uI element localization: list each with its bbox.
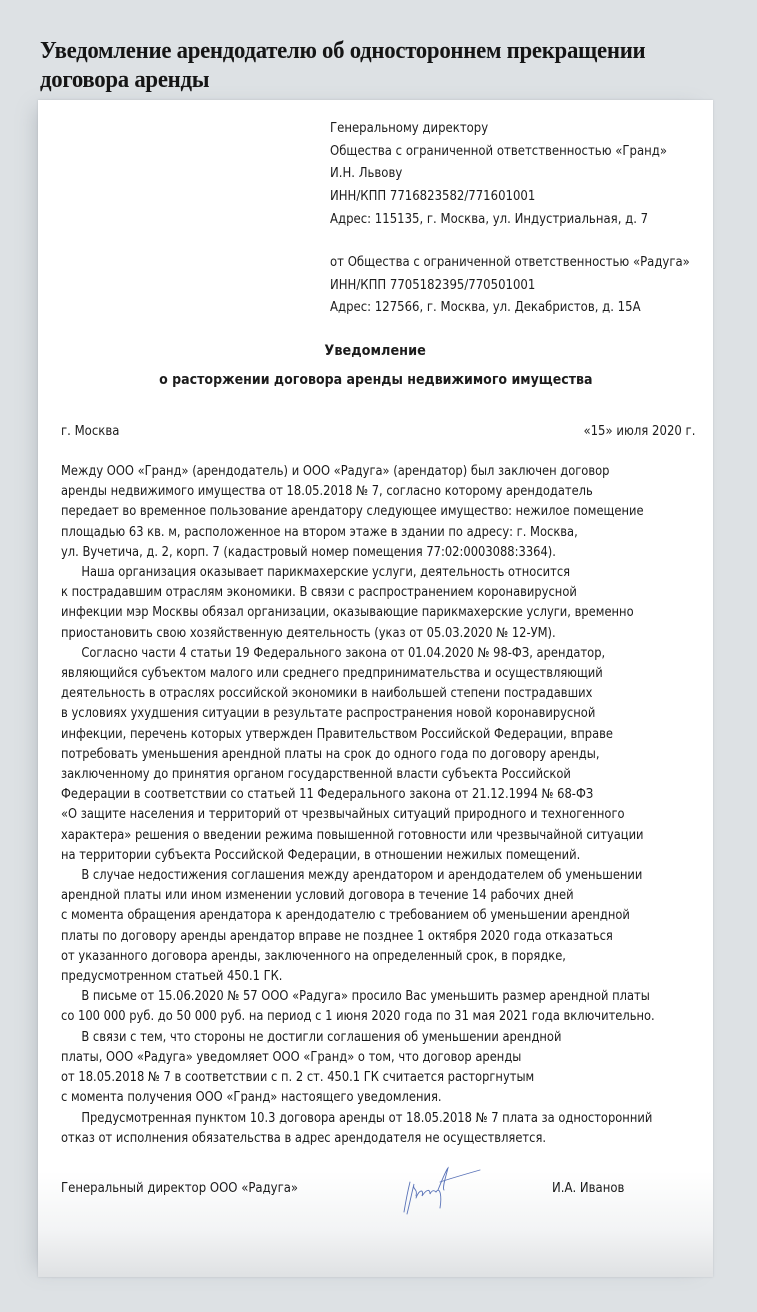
sender-block xyxy=(330,252,690,320)
issue-date: «15» июля 2020 г. xyxy=(583,424,695,439)
addressee-line: Общества с ограниченной ответственностью «Гранд» xyxy=(330,143,668,159)
signatory-position-text: Генеральный директор ООО «Радуга» xyxy=(61,1181,299,1196)
body-line: в условиях ухудшения ситуации в результате распространения новой коронавирусной xyxy=(61,706,596,722)
body-line: потребовать уменьшения арендной платы на срок до одного года по договору аренды, xyxy=(61,746,600,762)
body-line: с момента получения ООО «Гранд» настоящего уведомления. xyxy=(61,1090,442,1106)
document-title-line-1: Уведомление xyxy=(324,343,427,359)
body-line: со 100 000 руб. до 50 000 руб. на период с 1 июня 2020 года по 31 мая 2021 года включительно. xyxy=(61,1009,655,1025)
sender-line: ИНН/КПП 7705182395/770501001 xyxy=(330,277,536,293)
heading-line-1: Уведомление арендодателю об одностороннем прекращении xyxy=(40,37,646,64)
body-line: площадью 63 кв. м, расположенное на втором этаже в здании по адресу: г. Москва, xyxy=(61,524,578,540)
body-line: В письме от 15.06.2020 № 57 ООО «Радуга» просило Вас уменьшить размер арендной платы xyxy=(81,989,650,1005)
body-line: предусмотренном статьей 450.1 ГК. xyxy=(61,969,283,985)
body-line: Между ООО «Гранд» (арендодатель) и ООО «Радуга» (арендатор) был заключен договор xyxy=(61,464,610,479)
document-body xyxy=(61,462,701,1149)
sender-line: от Общества с ограниченной ответственностью «Радуга» xyxy=(330,255,690,270)
body-line: с момента обращения арендатора к арендодателю с требованием об уменьшении арендной xyxy=(61,908,630,924)
body-line: Предусмотренная пунктом 10.3 договора аренды от 18.05.2018 № 7 плата за односторонний xyxy=(81,1110,653,1126)
signatory-name-text: И.А. Иванов xyxy=(552,1181,625,1196)
body-line: от указанного договора аренды, заключенного на определенный срок, в порядке, xyxy=(61,948,566,964)
body-line: от 18.05.2018 № 7 в соответствии с п. 2 ст. 450.1 ГК считается расторгнутым xyxy=(61,1070,535,1086)
addressee-line: Генеральному директору xyxy=(330,121,489,136)
body-line: В связи с тем, что стороны не достигли соглашения об уменьшении арендной xyxy=(81,1029,562,1045)
page-heading xyxy=(40,36,691,94)
body-line: платы по договору аренды арендатор вправе не позднее 1 октября 2020 года отказаться xyxy=(61,928,613,944)
body-line: ул. Вучетича, д. 2, корп. 7 (кадастровый номер помещения 77:02:0003088:3364). xyxy=(61,544,556,560)
body-line: деятельность в отраслях российской экономики в наибольшей степени пострадавших xyxy=(61,686,593,702)
body-line: заключенному до принятия органом государственной власти субъекта Российской xyxy=(61,767,571,783)
addressee-line: ИНН/КПП 7716823582/771601001 xyxy=(330,189,536,205)
addressee-block xyxy=(330,118,667,232)
body-line: характера» решения о введении режима повышенной готовности или чрезвычайной ситуации xyxy=(61,827,644,843)
document-title-line-2: о расторжении договора аренды недвижимого имущества xyxy=(158,372,593,388)
signatory-name xyxy=(552,1181,632,1196)
heading-line-2: договора аренды xyxy=(40,66,210,93)
body-line: аренды недвижимого имущества от 18.05.2018 № 7, согласно которому арендодатель xyxy=(61,484,593,500)
sender-line: Адрес: 127566, г. Москва, ул. Декабристов, д. 15А xyxy=(330,300,641,316)
body-line: платы, ООО «Радуга» уведомляет ООО «Гранд» о том, что договор аренды xyxy=(61,1049,522,1065)
addressee-line: Адрес: 115135, г. Москва, ул. Индустриальная, д. 7 xyxy=(330,211,649,227)
document-page xyxy=(38,100,713,1277)
body-line: инфекции, перечень которых утвержден Правительством Российской Федерации, вправе xyxy=(61,726,613,742)
body-line: на территории субъекта Российской Федерации, в отношении нежилых помещений. xyxy=(61,847,581,863)
place-of-issue: г. Москва xyxy=(61,424,120,439)
handwritten-signature xyxy=(396,1160,486,1220)
body-line: являющийся субъектом малого или среднего предпринимательства и осуществляющий xyxy=(61,666,603,682)
document-subtitle xyxy=(38,372,713,388)
signatory-position xyxy=(61,1181,324,1196)
body-line: отказ от исполнения обязательства в адрес арендодателя не осуществляется. xyxy=(61,1130,547,1146)
addressee-line: И.Н. Львову xyxy=(330,166,403,182)
body-line: инфекции мэр Москвы обязал организации, оказывающие парикмахерские услуги, временно xyxy=(61,605,634,621)
body-line: арендной платы или ином изменении условий договора в течение 14 рабочих дней xyxy=(61,888,574,904)
body-line: Согласно части 4 статьи 19 Федерального закона от 01.04.2020 № 98-ФЗ, арендатор, xyxy=(81,645,606,661)
document-title xyxy=(38,343,713,359)
body-line: Наша организация оказывает парикмахерские услуги, деятельность относится xyxy=(81,565,571,581)
body-line: передает во временное пользование арендатору следующее имущество: нежилое помещение xyxy=(61,504,644,520)
body-line: «О защите населения и территорий от чрезвычайных ситуаций природного и техногенного xyxy=(61,807,625,823)
body-line: к пострадавшим отраслям экономики. В связи с распространением коронавирусной xyxy=(61,585,577,601)
body-line: В случае недостижения соглашения между арендатором и арендодателем об уменьшении xyxy=(81,868,643,884)
body-line: приостановить свою хозяйственную деятельность (указ от 05.03.2020 № 12-УМ). xyxy=(61,625,556,641)
body-line: Федерации в соответствии со статьей 11 Федерального закона от 21.12.1994 № 68-ФЗ xyxy=(61,787,594,803)
